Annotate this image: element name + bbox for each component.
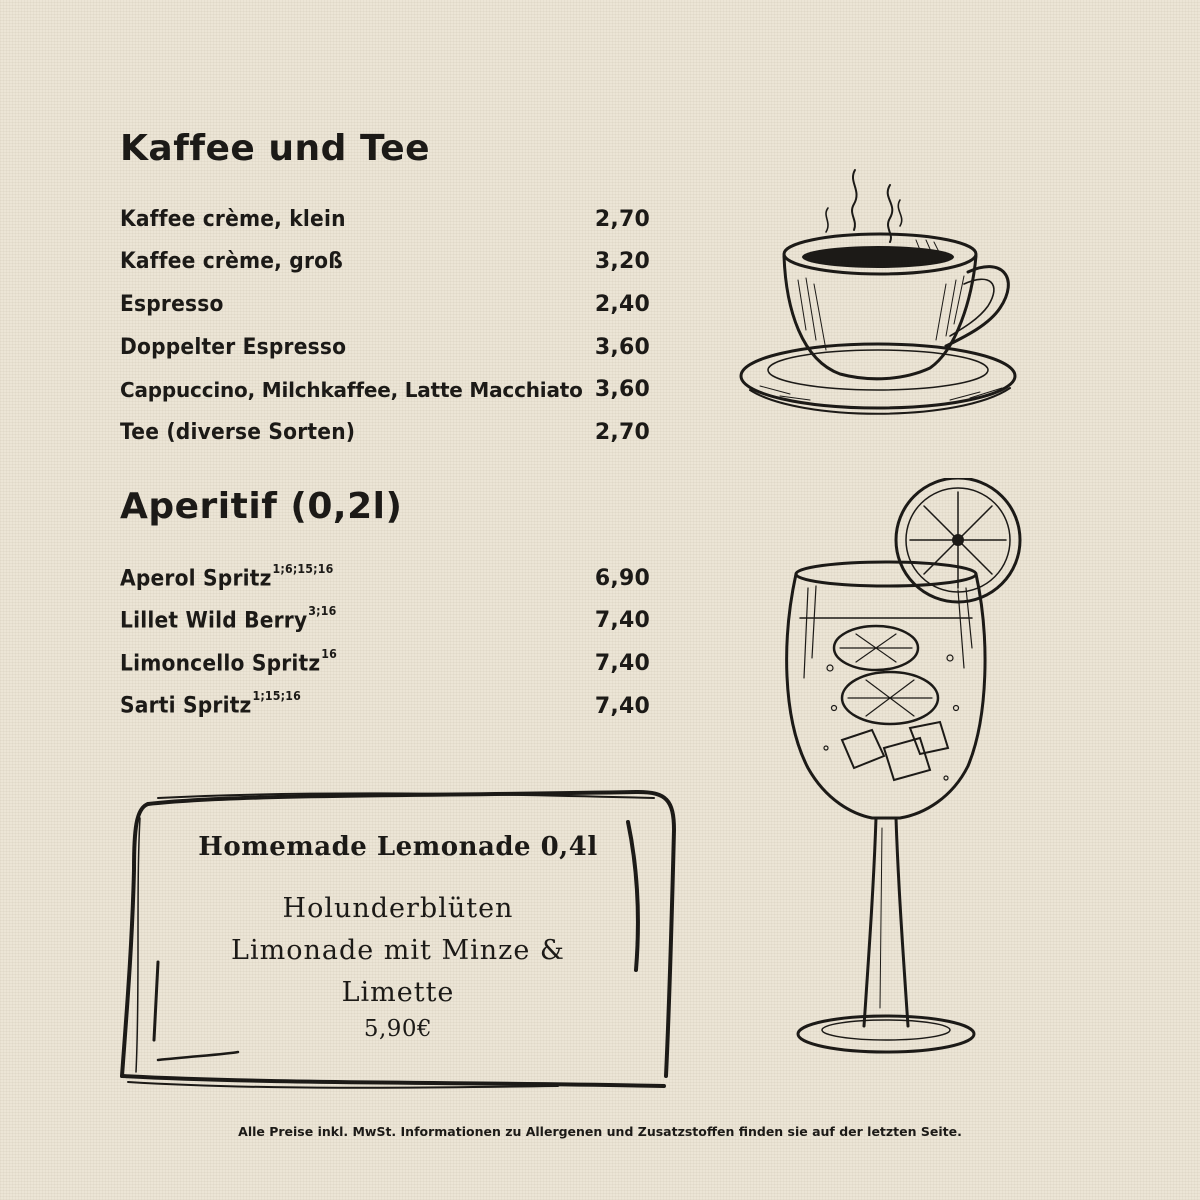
item-name: Limoncello Spritz bbox=[120, 651, 321, 677]
item-name-wrap bbox=[120, 646, 338, 677]
item-price: 7,40 bbox=[594, 650, 650, 676]
item-price: 2,40 bbox=[594, 291, 650, 317]
item-name: Cappuccino, Milchkaffee, Latte Macchiato bbox=[120, 377, 583, 402]
menu-item bbox=[120, 411, 650, 454]
lemonade-desc-line: Limette bbox=[341, 977, 455, 1008]
item-name: Tee (diverse Sorten) bbox=[120, 419, 356, 445]
allergen-codes: 16 bbox=[321, 646, 338, 661]
item-name-wrap bbox=[120, 689, 301, 719]
menu-item bbox=[120, 326, 650, 369]
menu-item bbox=[120, 368, 650, 411]
lemonade-title: Homemade Lemonade 0,4l bbox=[198, 832, 598, 862]
item-price: 7,40 bbox=[594, 608, 650, 634]
item-name: Doppelter Espresso bbox=[120, 334, 347, 360]
item-price: 7,40 bbox=[594, 693, 650, 719]
lemonade-description bbox=[178, 888, 618, 1014]
menu-item bbox=[120, 198, 650, 241]
menu-list-kaffee bbox=[120, 198, 650, 454]
menu-item bbox=[120, 557, 650, 600]
menu-list-aperitif bbox=[120, 557, 650, 727]
allergen-codes: 1;6;15;16 bbox=[272, 561, 334, 576]
allergen-codes: 3;16 bbox=[308, 604, 337, 619]
lemonade-desc-line: Limonade mit Minze & bbox=[231, 935, 565, 966]
coffee-cup-icon bbox=[720, 160, 1030, 425]
item-name: Kaffee crème, klein bbox=[120, 206, 346, 232]
item-name-wrap bbox=[120, 604, 337, 634]
footnote: Alle Preise inkl. MwSt. Informationen zu Allergenen und Zusatzstoffen finden sie auf der letzten Seite. bbox=[238, 1124, 962, 1139]
item-name: Aperol Spritz bbox=[120, 565, 272, 591]
item-price: 3,20 bbox=[594, 249, 650, 275]
menu-item bbox=[120, 283, 650, 326]
item-name: Kaffee crème, groß bbox=[120, 249, 343, 275]
section-title-aperitif: Aperitif (0,2l) bbox=[120, 486, 403, 527]
item-price: 2,70 bbox=[594, 206, 650, 232]
item-price: 3,60 bbox=[594, 334, 650, 360]
menu-item bbox=[120, 241, 650, 284]
item-name: Espresso bbox=[120, 291, 224, 317]
menu-item bbox=[120, 642, 650, 685]
item-price: 3,60 bbox=[594, 377, 650, 403]
item-name: Sarti Spritz bbox=[120, 693, 252, 719]
item-name: Lillet Wild Berry bbox=[120, 608, 308, 634]
allergen-codes: 1;15;16 bbox=[252, 689, 301, 704]
lemonade-box bbox=[118, 790, 683, 1090]
item-price: 2,70 bbox=[594, 419, 650, 445]
menu-item bbox=[120, 600, 650, 643]
item-name-wrap bbox=[120, 561, 334, 591]
lemonade-desc-line: Holunderblüten bbox=[282, 893, 514, 924]
item-price: 6,90 bbox=[594, 565, 650, 591]
lemonade-price: 5,90€ bbox=[363, 1016, 433, 1042]
spritz-glass-icon bbox=[760, 478, 1035, 1060]
menu-item bbox=[120, 685, 650, 728]
section-title-kaffee: Kaffee und Tee bbox=[120, 128, 431, 169]
